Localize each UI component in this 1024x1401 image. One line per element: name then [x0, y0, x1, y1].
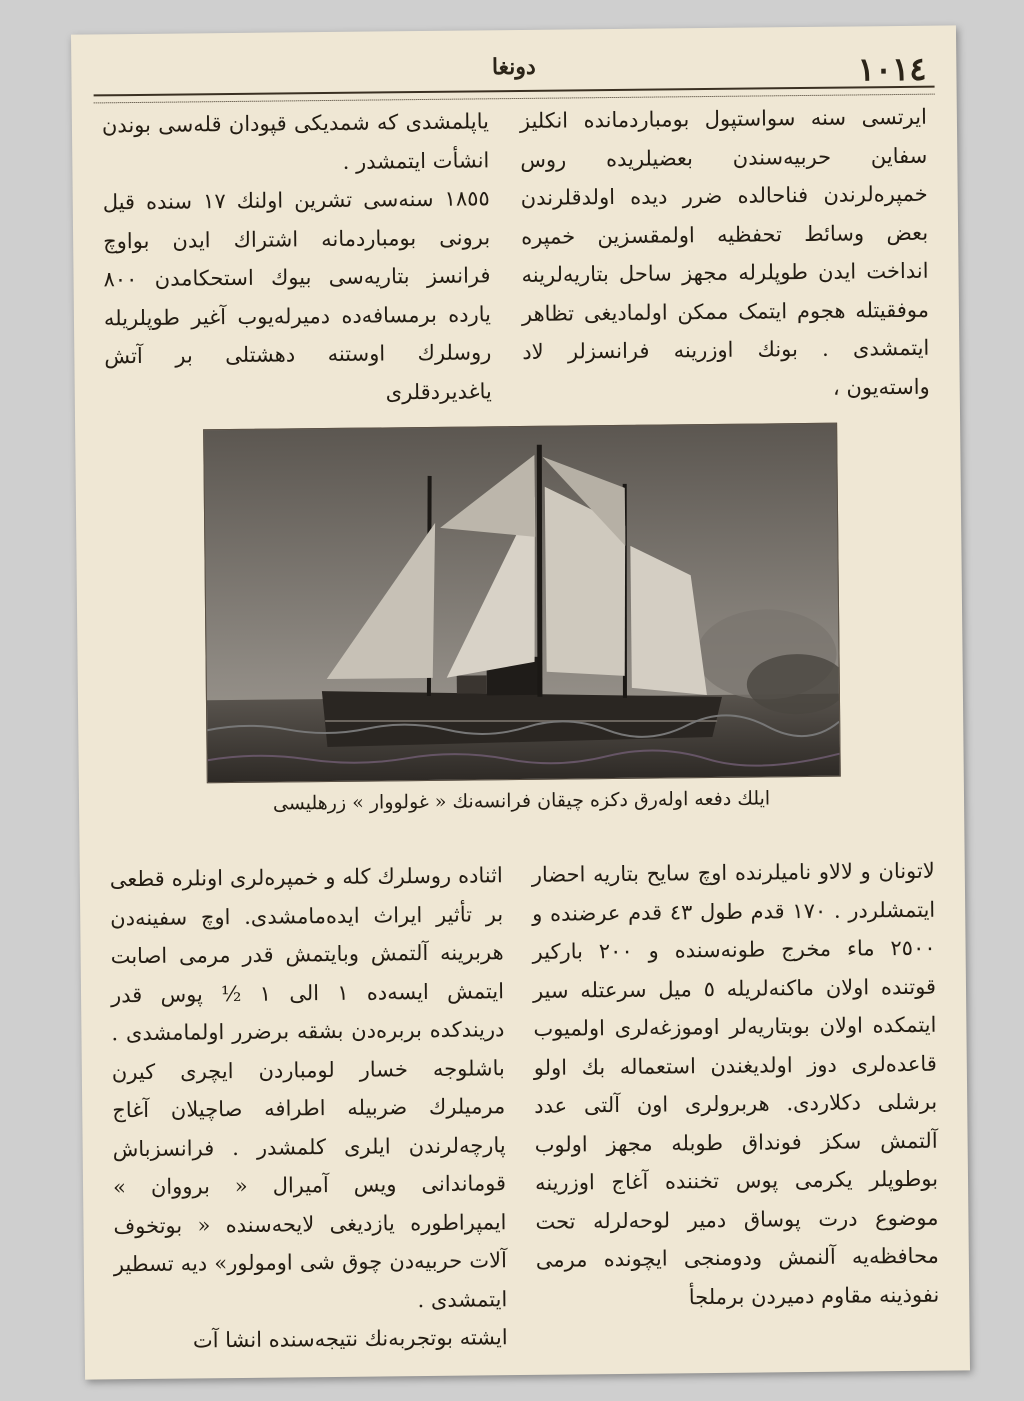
- paragraph: ١٨٥٥ سنه‌سی تشرین اولنك ١٧ سنده قیل برونی بومباردمانه اشتراك ایدن بواوچ فرانسز بتاریه‌سی بیوك استحکامدن ٨٠٠ یارده برمسافه‌ده دمیرله‌یوب آغیر طوپلریله روسلرك اوستنه دهشتلی بر آتش یاغدیردقلری: [102, 186, 492, 404]
- ship-engraving: [204, 424, 840, 783]
- running-title: دونغا: [491, 53, 536, 81]
- paragraph: یاپلمشدی که شمدیکی قپودان قله‌سی بوندن انشأت ایتمشدر .: [101, 109, 490, 174]
- paragraph: اثناده روسلرك کله و خمپره‌لری اونلره قطعی بر تأثیر ایراث ایده‌مامشدی. اوچ سفینه‌دن هربرینه آلتمش وبایتمش قدر مرمی اصابت ایتمش ایسه‌ده ١ الی ١ ½ پوس قدر دریندکده بربره‌دن بشقه برضرر اولمامشدی . باشلوجه خسار لومباردن ایچری کیرن مرمیلرك ضربیله اطرافه صاچیلان آغاج پارچه‌لرندن ایلری کلمشدر . فرانسزباش قوماندانی ویس آمیرال « برووان » ایمپراطوره یازدیغی لایحه‌سنده « بوتخوف آلات حربیه‌دن چوق شی اومولور» دیه تسطیر ایتمشدی .: [109, 863, 508, 1312]
- paragraph: ایشته بوتجربه‌نك نتیجه‌سنده انشا آت: [192, 1325, 508, 1353]
- ironclad-ship-illustration: [203, 423, 841, 784]
- text-column-top-right: [520, 98, 930, 430]
- page-number: ١٠١٤: [857, 49, 927, 89]
- paragraph: ایرتسی سنه سواستپول بومباردمانده انکلیز سفاین حربیه‌سندن بعضیلریده روس خمپره‌لرندن فناحالده ضرر دیده اولدقلرندن بعض وسائط تحفظیه اولمقسزین خمپره انداخت ایدن طوپلرله مجهز ساحل بتاریه‌لرینه موفقیتله هجوم ایتمک ممکن اولمادیغی تظاهر ایتمشدی . بونك اوزرینه فرانسزلر لاد واسته‌یون ،: [519, 104, 930, 400]
- paragraph: لاتونان و لالاو نامیلرنده اوچ سایح بتاریه احضار ایتمشلردر . ١٧٠ قدم طول ٤٣ قدم عرضنده و ٢٥٠٠ ماء مخرج طونه‌سنده و ٢٠٠ بارکیر قوتنده اولان ماکنه‌لریله ٥ میل سرعتله سیر ایتمکده اولان بوبتاریه‌لر اوموزغه‌لری اولمیوب قاعده‌لری دوز اولدیغندن استعماله بك اولو برشلی دکلاردی. هربرولری اون آلتی عدد آلتمش سکز فونداق طوبله مجهز اولوب بوطوپلر یکرمی پوس تخننده آغاج اوزرینه موضوع درت پوساق دمیر لوحه‌لرله تحت محافظه‌یه آلنمش ودومنجی ایچونده مرمی نفوذینه مقاوم دمیردن برملجأ: [531, 858, 940, 1309]
- text-column-bottom-left: [110, 856, 508, 1360]
- document-page: [71, 25, 970, 1379]
- text-column-top-left: [102, 102, 492, 434]
- text-column-bottom-right: [532, 852, 940, 1356]
- figure-caption: ایلك دفعه اوله‌رق دکزه چیقان فرانسه‌نك « غولووار » زرهلیسی: [272, 787, 771, 815]
- page-header: [93, 44, 934, 99]
